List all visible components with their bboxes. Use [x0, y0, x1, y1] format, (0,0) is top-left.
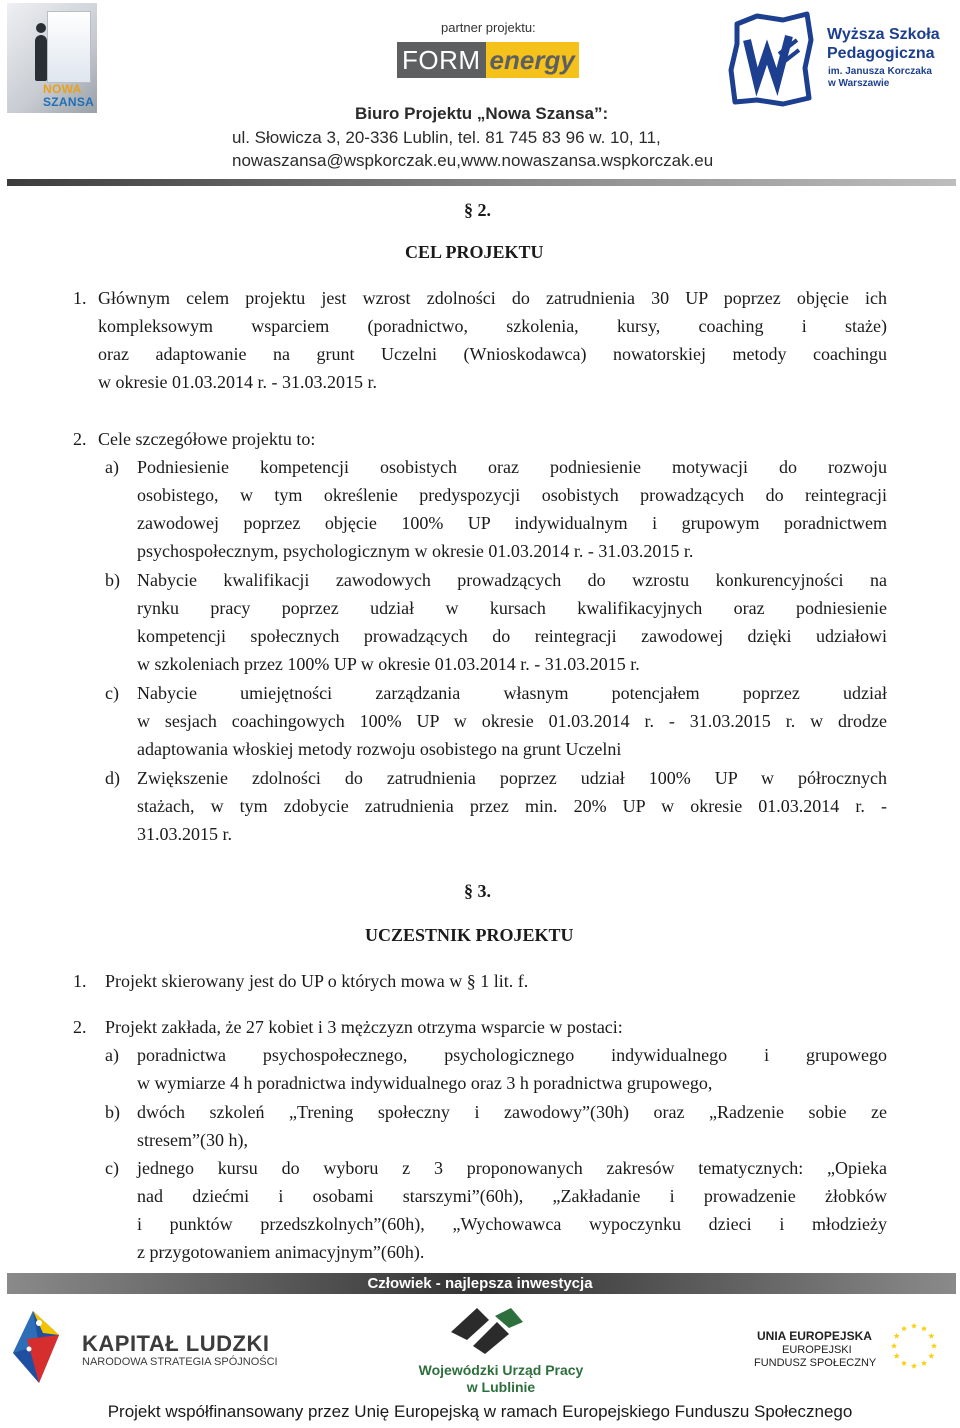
formenergy-logo-form: FORM: [397, 42, 486, 78]
eu-name-line1: UNIA EUROPEJSKA: [757, 1329, 872, 1343]
kapital-ludzki-title: KAPITAŁ LUDZKI: [82, 1331, 270, 1356]
s3-sub-line: i punktów przedszkolnych”(60h), „Wychowawca wypoczynku dzieci i młodzieży: [137, 1214, 887, 1234]
s2-sub-line: adaptowania włoskiej metody rozwoju osobistego na grunt Uczelni: [137, 739, 622, 759]
s2-sub-marker: c): [105, 683, 119, 703]
kapital-ludzki-emblem-icon: [9, 1305, 63, 1385]
s3-sub-marker: b): [105, 1102, 120, 1122]
s2-item1-line: oraz adaptowanie na grunt Uczelni (Wnioskodawca) nowatorskiej metody coachingu: [98, 344, 887, 364]
s2-item2-intro: Cele szczegółowe projektu to:: [98, 429, 316, 449]
s2-item1-line: w okresie 01.03.2014 r. - 31.03.2015 r.: [98, 372, 377, 392]
s2-sub-line: osobistego, w tym określenie predyspozycji osobistych prowadzących do reintegracji: [137, 485, 887, 505]
s3-sub-line: poradnictwa psychospołecznego, psychologicznego indywidualnego i grupowego: [137, 1045, 887, 1065]
eu-name-line3: FUNDUSZ SPOŁECZNY: [754, 1357, 877, 1369]
s2-sub-line: psychospołecznym, psychologicznym w okresie 01.03.2014 r. - 31.03.2015 r.: [137, 541, 694, 561]
eu-star-icon: [911, 1323, 917, 1329]
wsp-name-line3: im. Janusza Korczaka: [828, 66, 932, 77]
eu-star-icon: [931, 1343, 937, 1349]
s2-item2-marker: 2.: [73, 429, 87, 449]
formenergy-logo-energy: energy: [486, 42, 579, 78]
s2-sub-marker: d): [105, 768, 120, 788]
s2-item1-marker: 1.: [73, 288, 87, 308]
footer-slogan: Człowiek - najlepsza inwestycja: [367, 1275, 593, 1292]
wsp-name-line1: Wyższa Szkoła: [827, 26, 940, 43]
s2-sub-marker: a): [105, 457, 119, 477]
s2-item1-line: kompleksowym wsparciem (poradnictwo, szkolenia, kursy, coaching i staże): [98, 316, 887, 336]
wup-emblem-icon: [447, 1306, 527, 1356]
wup-name-line1: Wojewódzki Urząd Pracy: [418, 1362, 584, 1378]
wsp-name-line2: Pedagogiczna: [827, 45, 935, 62]
s2-sub-line: stażach, w tym zdobycie zatrudnienia przez min. 20% UP w okresie 01.03.2014 r. -: [137, 796, 887, 816]
s2-sub-line: Zwiększenie zdolności do zatrudnienia poprzez udział 100% UP w półrocznych: [137, 768, 887, 788]
eu-star-icon: [921, 1325, 927, 1331]
s2-sub-line: Nabycie kwalifikacji zawodowych prowadzących do wzrostu konkurencyjności na: [137, 570, 887, 590]
eu-star-icon: [894, 1333, 900, 1339]
s3-item2-marker: 2.: [73, 1017, 87, 1037]
s2-sub-line: zawodowej poprzez objęcie 100% UP indywidualnym i grupowym poradnictwem: [137, 513, 887, 533]
s2-sub-line: Podniesienie kompetencji osobistych oraz podniesienie motywacji do rozwoju: [137, 457, 887, 477]
wup-name-line2: w Lublinie: [466, 1379, 536, 1395]
logo-text-line1: NOWA: [43, 82, 82, 96]
person-silhouette: [35, 35, 47, 81]
s3-item1-text: Projekt skierowany jest do UP o których mowa w § 1 lit. f.: [105, 971, 529, 991]
eu-star-icon: [921, 1360, 927, 1366]
eu-star-icon: [901, 1360, 907, 1366]
footer-funding-note: Projekt współfinansowany przez Unię Europejską w ramach Europejskiego Funduszu Społecznego: [107, 1402, 853, 1421]
s2-sub-line: w sesjach coachingowych 100% UP w okresie 01.03.2014 r. - 31.03.2015 r. w drodze: [137, 711, 887, 731]
s3-sub-line: jednego kursu do wyboru z 3 proponowanych zakresów tematycznych: „Opieka: [137, 1158, 887, 1178]
s2-sub-line: w szkoleniach przez 100% UP w okresie 01.03.2014 r. - 31.03.2015 r.: [137, 654, 640, 674]
s2-sub-line: 31.03.2015 r.: [137, 824, 233, 844]
wsp-emblem-icon: [727, 10, 815, 108]
eu-star-icon: [894, 1353, 900, 1359]
s2-sub-line: rynku pracy poprzez udział w kursach kwalifikacyjnych oraz podniesienie: [137, 598, 887, 618]
eu-star-icon: [911, 1363, 917, 1369]
s2-sub-marker: b): [105, 570, 120, 590]
kapital-ludzki-subtitle: NARODOWA STRATEGIA SPÓJNOŚCI: [82, 1356, 278, 1368]
eu-star-icon: [928, 1333, 934, 1339]
section-2-number: § 2.: [464, 200, 491, 220]
s3-sub-line: stresem”(30 h),: [137, 1130, 248, 1150]
s2-sub-line: kompetencji społecznych prowadzących do reintegracji zawodowej dzięki udziałowi: [137, 626, 887, 646]
s3-sub-line: nad dziećmi i osobami starszymi”(60h), „Zakładanie i prowadzenie żłobków: [137, 1186, 887, 1206]
section-2-title: CEL PROJEKTU: [405, 242, 544, 262]
s3-item2-intro: Projekt zakłada, że 27 kobiet i 3 mężczyzn otrzyma wsparcie w postaci:: [105, 1017, 623, 1037]
s3-item1-marker: 1.: [73, 971, 87, 991]
s3-sub-line: z przygotowaniem animacyjnym”(60h).: [137, 1242, 425, 1262]
s3-sub-marker: a): [105, 1045, 119, 1065]
logo-text-line2: SZANSA: [43, 95, 95, 109]
partner-label: partner projektu:: [441, 20, 536, 35]
eu-name-line2: EUROPEJSKI: [782, 1344, 852, 1356]
eu-flag-icon: [884, 1319, 944, 1373]
s2-item1-line: Głównym celem projektu jest wzrost zdolności do zatrudnienia 30 UP poprzez objęcie ich: [98, 288, 887, 308]
nowa-szansa-logo: [7, 3, 97, 113]
section-3-title: UCZESTNIK PROJEKTU: [365, 925, 574, 945]
s3-sub-line: w wymiarze 4 h poradnictwa indywidualnego oraz 3 h poradnictwa grupowego,: [137, 1073, 713, 1093]
formenergy-logo: [397, 42, 579, 78]
office-address: ul. Słowicza 3, 20-336 Lublin, tel. 81 745 83 96 w. 10, 11,: [232, 128, 661, 147]
header-divider: [7, 179, 956, 186]
door-graphic: [47, 11, 91, 83]
eu-star-icon: [891, 1343, 897, 1349]
s2-sub-line: Nabycie umiejętności zarządzania własnym potencjałem poprzez udział: [137, 683, 887, 703]
eu-star-icon: [928, 1353, 934, 1359]
wsp-name-line4: w Warszawie: [828, 78, 890, 89]
office-title: Biuro Projektu „Nowa Szansa”:: [355, 104, 609, 123]
s3-sub-line: dwóch szkoleń „Trening społeczny i zawodowy”(30h) oraz „Radzenie sobie ze: [137, 1102, 887, 1122]
office-contacts: nowaszansa@wspkorczak.eu,www.nowaszansa.wspkorczak.eu: [232, 151, 714, 170]
section-3-number: § 3.: [464, 881, 491, 901]
s3-sub-marker: c): [105, 1158, 119, 1178]
eu-star-icon: [901, 1325, 907, 1331]
